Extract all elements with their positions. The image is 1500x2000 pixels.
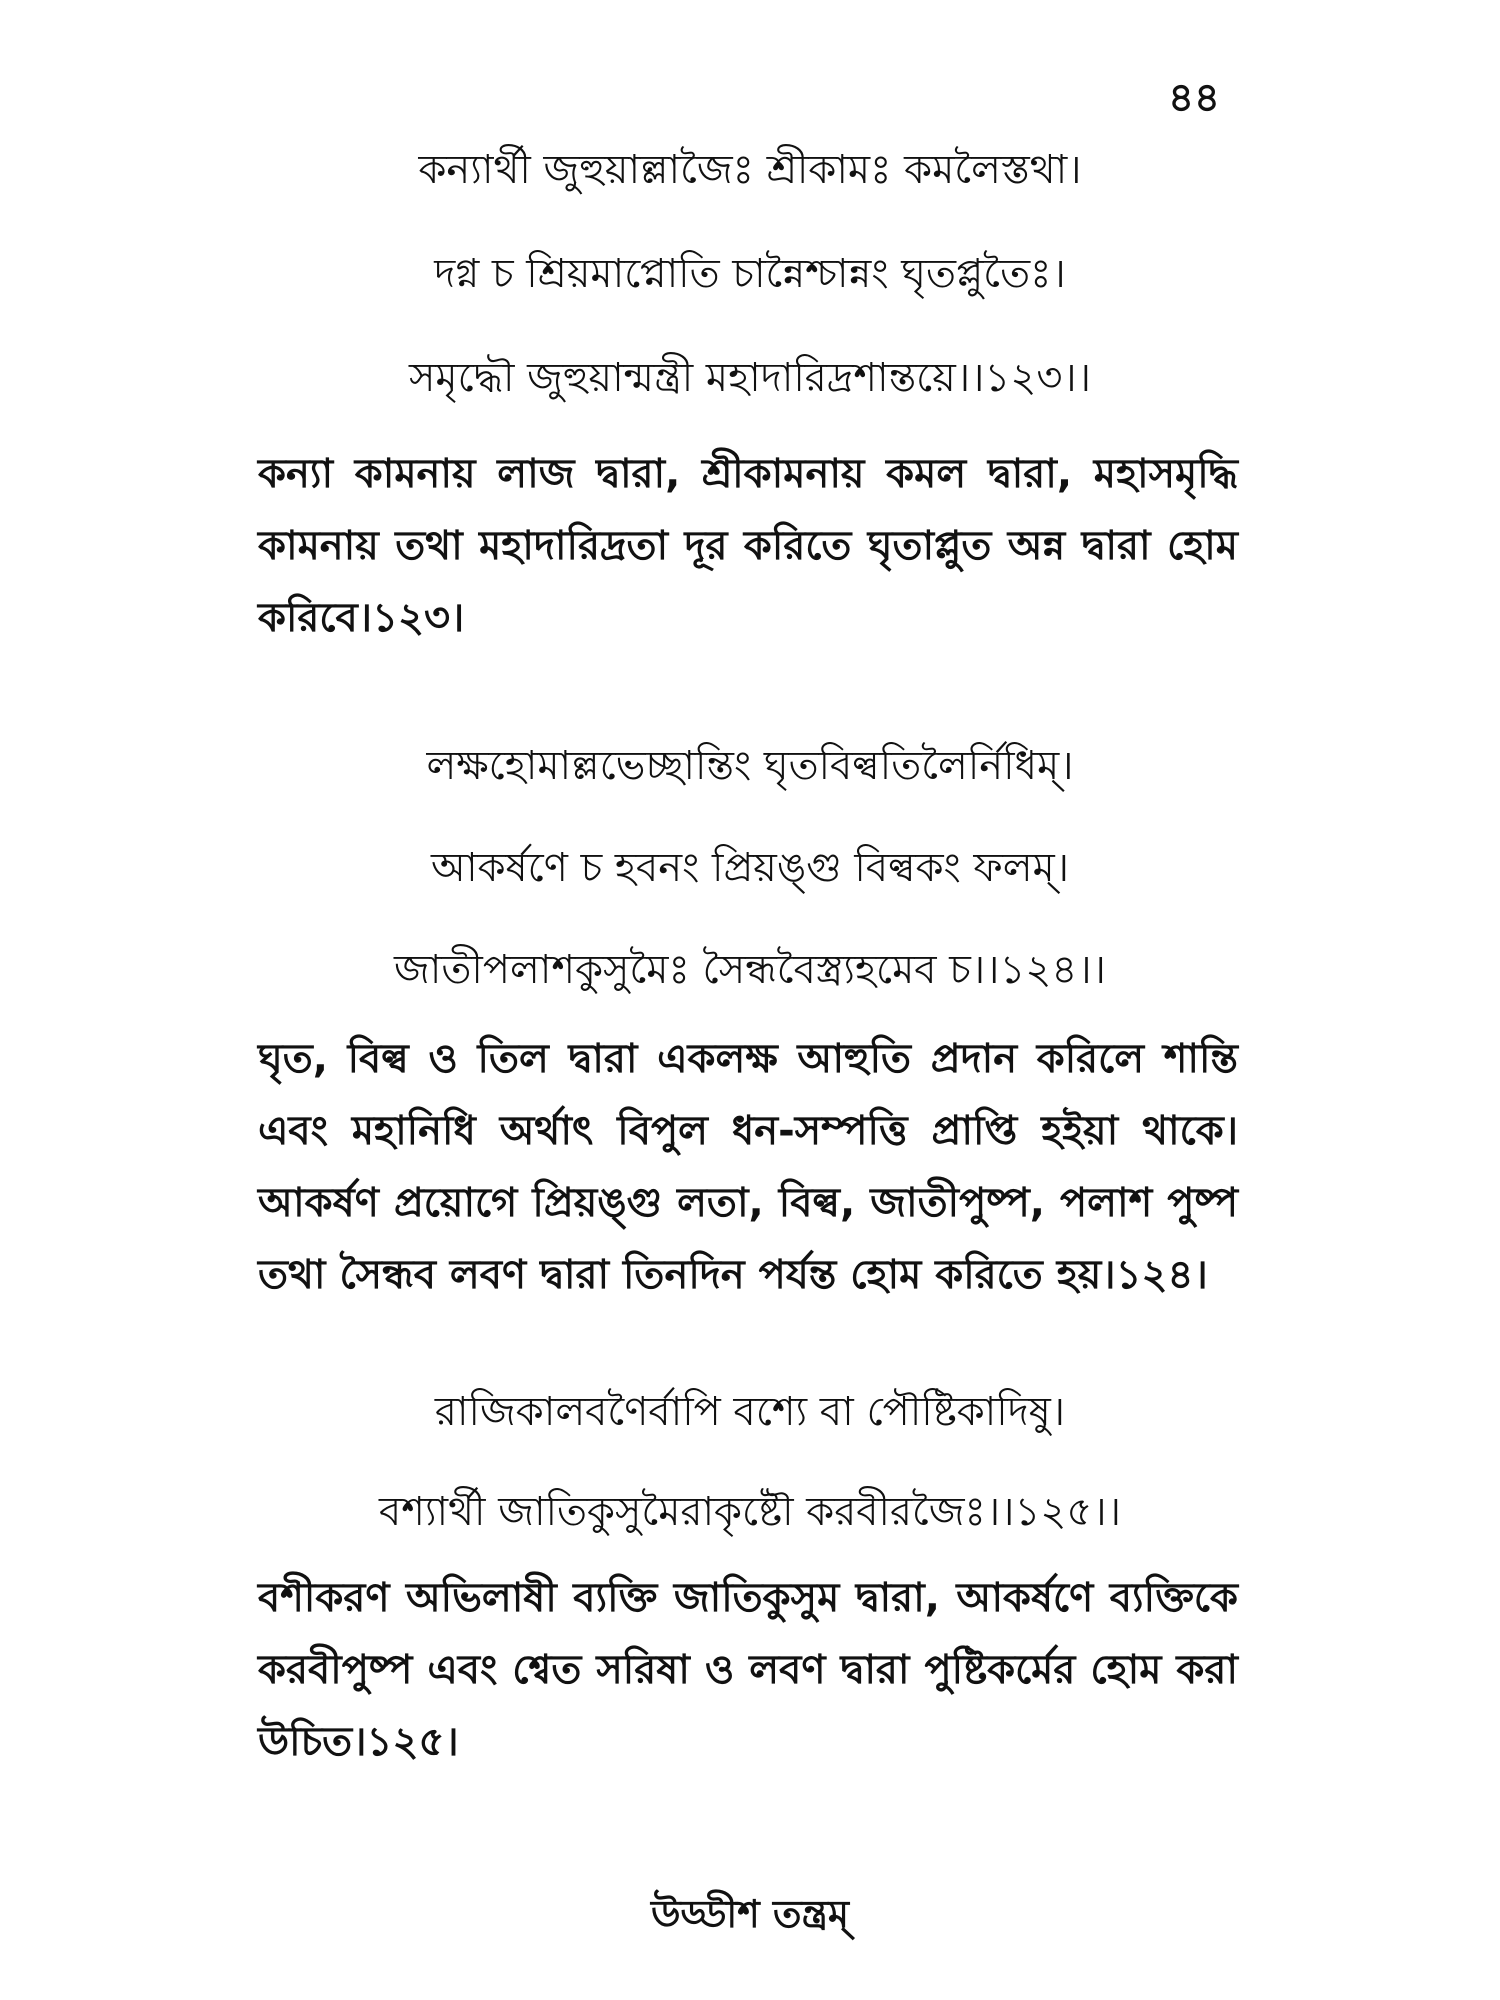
verse-line: লক্ষহোমাল্লভেচ্ছান্তিং ঘৃতবিল্বতিলৈর্নিধিম্।	[426, 743, 1074, 789]
verse-line: সমৃদ্ধৌ জুহুয়ান্মন্ত্রী মহাদারিদ্রশান্তয়ে।।১২৩।।	[408, 355, 1092, 401]
verse-line: কন্যার্থী জুহুয়াল্লাজৈঃ শ্রীকামঃ কমলৈস্তথা।	[418, 147, 1082, 193]
page-number: ৪৪	[1168, 75, 1220, 121]
footer-book-title: উড্ডীশ তন্ত্রম্	[651, 1892, 849, 1936]
verse-line: আকর্ষণে চ হবনং প্রিয়ঙ্গু বিল্বকং ফলম্।	[430, 845, 1070, 891]
verse-line: জাতীপলাশকুসুমৈঃ সৈন্ধবৈস্ত্র্যহমেব চ।।১২৪।।	[394, 947, 1106, 993]
verse-line: রাজিকালবণৈর্বাপি বশ্যে বা পৌষ্টিকাদিষু।	[434, 1389, 1066, 1435]
commentary-paragraph: বশীকরণ অভিলাষী ব্যক্তি জাতিকুসুম দ্বারা, আকর্ষণে ব্যক্তিকে করবীপুষ্প এবং শ্বেত সরিষা ও লবণ দ্বারা পুষ্টিকর্মের হোম করা উচিত।১২৫।	[258, 1575, 1238, 1765]
commentary-paragraph: ঘৃত, বিল্ব ও তিল দ্বারা একলক্ষ আহুতি প্রদান করিলে শান্তি এবং মহানিধি অর্থাৎ বিপুল ধন-সম্পত্তি প্রাপ্তি হইয়া থাকে। আকর্ষণ প্রয়োগে প্রিয়ঙ্গু লতা, বিল্ব, জাতীপুষ্প, পলাশ পুষ্প তথা সৈন্ধব লবণ দ্বারা তিনদিন পর্যন্ত হোম করিতে হয়।১২৪।	[258, 1036, 1238, 1298]
commentary-paragraph: কন্যা কামনায় লাজ দ্বারা, শ্রীকামনায় কমল দ্বারা, মহাসমৃদ্ধি কামনায় তথা মহাদারিদ্রতা দূর করিতে ঘৃতাপ্লুত অন্ন দ্বারা হোম করিবে।১২৩।	[258, 451, 1238, 641]
verse-line: দগ্ন চ শ্রিয়মাপ্নোতি চান্নৈশ্চান্নং ঘৃতপ্লুতৈঃ।	[434, 251, 1066, 297]
verse-line: বশ্যার্থী জাতিকুসুমৈরাকৃষ্টৌ করবীরজৈঃ।।১২৫।।	[379, 1489, 1121, 1535]
